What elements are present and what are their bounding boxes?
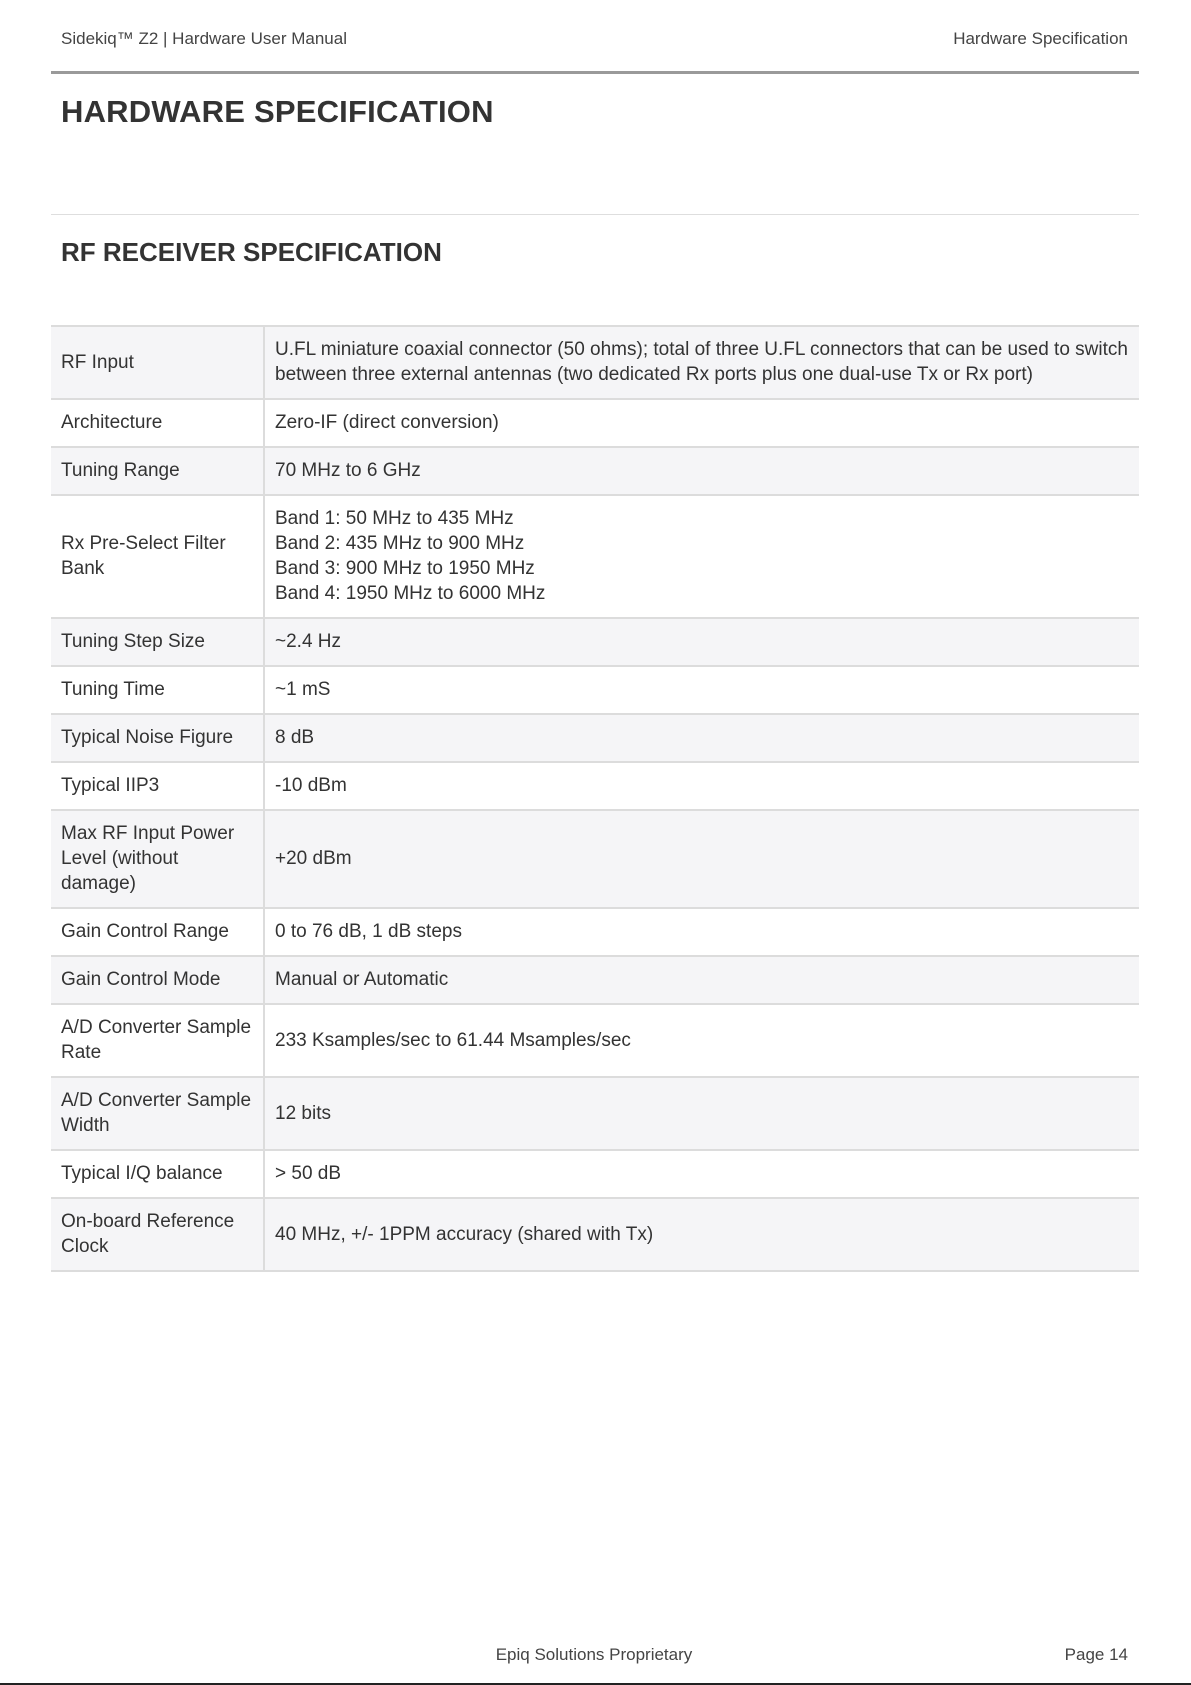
spec-label: Gain Control Range	[51, 908, 264, 956]
table-row	[51, 618, 1139, 666]
spec-label: Tuning Step Size	[51, 618, 264, 666]
spec-value: 233 Ksamples/sec to 61.44 Msamples/sec	[275, 1029, 631, 1051]
spec-label: Typical I/Q balance	[51, 1150, 264, 1198]
spec-label: On-board Reference Clock	[51, 1198, 264, 1271]
spec-label: Gain Control Mode	[51, 956, 264, 1004]
spec-value: Manual or Automatic	[264, 956, 1139, 1004]
table-row	[51, 762, 1139, 810]
spec-label: Max RF Input Power Level (without damage)	[51, 810, 264, 908]
spec-value: ~1 mS	[275, 679, 331, 700]
spec-value: 12 bits	[264, 1077, 1139, 1150]
spec-value: > 50 dB	[275, 1163, 342, 1184]
spec-label: RF Input	[51, 326, 264, 399]
filter-band-line: Band 4: 1950 MHz to 6000 MHz	[275, 583, 546, 604]
filter-band-line: Band 2: 435 MHz to 900 MHz	[275, 533, 525, 554]
header-divider	[51, 71, 1139, 74]
table-row	[51, 399, 1139, 447]
table-row	[51, 1077, 1139, 1150]
spec-label: Rx Pre-Select Filter Bank	[51, 495, 264, 618]
table-row	[51, 810, 1139, 908]
spec-value: +20 dBm	[264, 810, 1139, 908]
page-header	[61, 27, 1128, 51]
spec-label: Tuning Range	[51, 447, 264, 495]
table-row	[51, 1150, 1139, 1198]
footer-proprietary-notice: Epiq Solutions Proprietary	[495, 1645, 693, 1664]
spec-label: Typical IIP3	[51, 762, 264, 810]
spec-value: 40 MHz, +/- 1PPM accuracy (shared with Tx)	[264, 1198, 1139, 1271]
spec-label: Typical Noise Figure	[51, 714, 264, 762]
section-title: RF RECEIVER SPECIFICATION	[61, 237, 442, 267]
table-row	[51, 1198, 1139, 1271]
spec-value: ~2.4 Hz	[264, 618, 1139, 666]
spec-value: 70 MHz to 6 GHz	[264, 447, 1139, 495]
rf-receiver-spec-table	[51, 325, 1139, 1272]
filter-band-line: Band 3: 900 MHz to 1950 MHz	[275, 558, 535, 579]
table-row	[51, 908, 1139, 956]
spec-label: Tuning Time	[51, 666, 264, 714]
spec-value: U.FL miniature coaxial connector (50 ohms); total of three U.FL connectors that can be used to switch between three external antennas (two dedicated Rx ports plus one dual-use Tx or Rx port)	[264, 326, 1139, 399]
page-footer	[0, 1645, 1191, 1669]
table-row	[51, 326, 1139, 399]
spec-value: -10 dBm	[275, 775, 347, 796]
table-row	[51, 447, 1139, 495]
table-row	[51, 956, 1139, 1004]
spec-value: Zero-IF (direct conversion)	[275, 412, 499, 433]
table-row	[51, 714, 1139, 762]
header-section-name: Hardware Specification	[953, 29, 1128, 48]
page-title: HARDWARE SPECIFICATION	[61, 94, 494, 129]
table-row	[51, 666, 1139, 714]
filter-band-line: Band 1: 50 MHz to 435 MHz	[275, 508, 514, 529]
spec-label: Architecture	[51, 399, 264, 447]
spec-value: 8 dB	[264, 714, 1139, 762]
spec-value: 0 to 76 dB, 1 dB steps	[275, 921, 462, 942]
spec-value	[264, 495, 1139, 618]
section-divider	[51, 214, 1139, 215]
spec-label: A/D Converter Sample Width	[51, 1077, 264, 1150]
table-row	[51, 1004, 1139, 1077]
page-number: Page 14	[1064, 1645, 1128, 1664]
spec-label: A/D Converter Sample Rate	[51, 1004, 264, 1077]
table-row	[51, 495, 1139, 618]
header-document-title: Sidekiq™ Z2 | Hardware User Manual	[61, 29, 347, 48]
